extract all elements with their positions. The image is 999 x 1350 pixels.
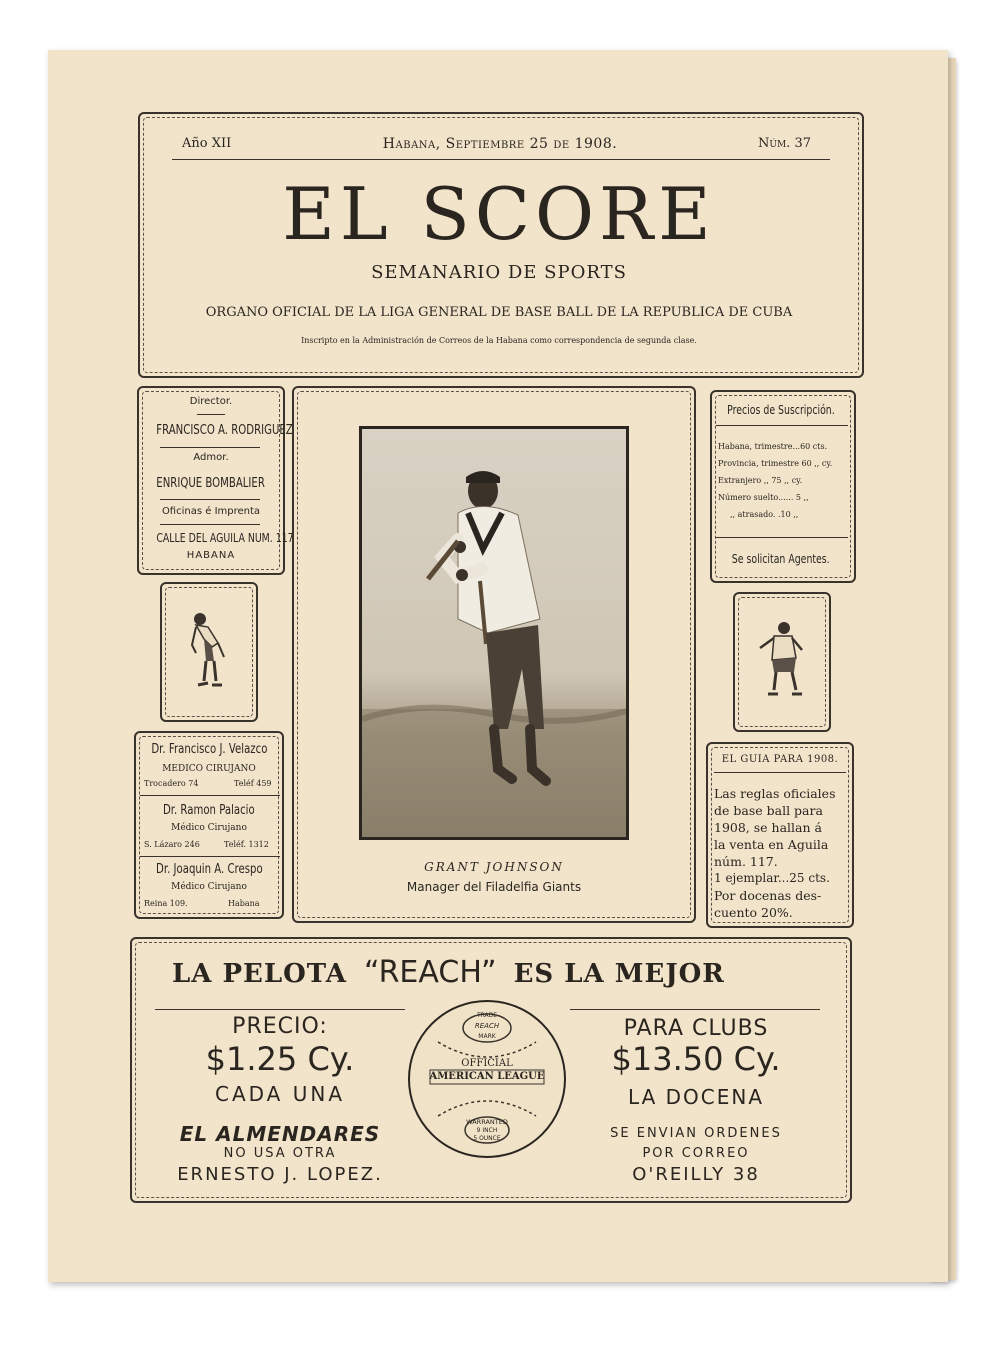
postal-note: Inscripto en la Administración de Correos de la Habana como correspondencia de segunda clase. <box>301 336 697 345</box>
doctor-phone: Teléf 459 <box>234 779 272 788</box>
director-label: Director. <box>189 396 233 407</box>
ball-warranted: WARRANTED <box>466 1118 508 1126</box>
doctor-address: S. Lázaro 246 <box>144 840 200 849</box>
offices-label: Oficinas é Imprenta <box>161 506 261 517</box>
ad-each-label: CADA UNA <box>214 1082 345 1106</box>
ad-headline-part: ES LA MEJOR <box>513 959 725 989</box>
catcher-illustration <box>752 614 812 704</box>
director-name <box>137 423 293 438</box>
ad-price-label: PRECIO: <box>232 1014 328 1039</box>
guide-line: la venta en Aguila <box>714 837 829 852</box>
photo-caption-name: GRANT JOHNSON <box>424 860 564 874</box>
subscription-row: Extranjero ,, 75 ,, cy. <box>718 476 803 485</box>
doctor-title: Médico Cirujano <box>171 882 247 892</box>
ad-headline <box>172 955 812 990</box>
divider <box>160 524 260 525</box>
divider <box>716 537 848 538</box>
subscription-row: Número suelto...... 5 ,, <box>718 493 809 502</box>
doctor-title: Médico Cirujano <box>171 823 247 833</box>
photo-caption-role: Manager del Filadelfia Giants <box>406 880 582 894</box>
divider <box>197 414 225 415</box>
divider <box>570 1009 820 1010</box>
ball-trade: TRADE <box>476 1012 498 1019</box>
subscription-row: Provincia, trimestre 60 ,, cy. <box>718 459 833 468</box>
ad-price-dozen: $13.50 Cy. <box>611 1040 781 1078</box>
guide-line: de base ball para <box>714 803 823 818</box>
issue-number: Núm. 37 <box>758 136 811 151</box>
divider <box>160 499 260 500</box>
director-name-text: FRANCISCO A. RODRIGUEZ <box>156 423 293 438</box>
subtitle: SEMANARIO DE SPORTS <box>371 262 627 283</box>
ad-headline-part: LA PELOTA <box>172 959 347 989</box>
office-address <box>137 531 294 545</box>
ball-official: OFFICIAL <box>461 1058 513 1069</box>
doctor-phone: Habana <box>228 899 260 908</box>
agents-note-text: Se solicitan Agentes. <box>732 552 830 566</box>
doctor-address: Reina 109. <box>144 899 188 908</box>
ad-orders-line-1: SE ENVIAN ORDENES <box>610 1126 782 1141</box>
subscription-row: Habana, trimestre...60 cts. <box>718 442 828 451</box>
ball-league: AMERICAN LEAGUE <box>429 1071 545 1082</box>
ad-price-each: $1.25 Cy. <box>205 1040 355 1078</box>
office-city: HABANA <box>186 550 236 561</box>
subscription-row: ,, atrasado. .10 ,, <box>730 510 799 519</box>
divider <box>140 856 280 857</box>
ad-headline-brand: “REACH” <box>363 955 497 990</box>
guide-line: Las reglas oficiales <box>714 786 836 801</box>
ball-mark: MARK <box>478 1033 496 1040</box>
doctor-name-text: Dr. Ramon Palacio <box>163 803 255 818</box>
masthead-rule <box>172 159 830 160</box>
ad-orders-line-2: POR CORREO <box>642 1146 750 1161</box>
admor-name <box>137 476 285 491</box>
ad-seller: ERNESTO J. LOPEZ. <box>177 1164 383 1185</box>
ad-clubs-label: PARA CLUBS <box>623 1016 769 1041</box>
agents-note <box>706 552 856 566</box>
admor-name-text: ENRIQUE BOMBALIER <box>156 476 266 491</box>
fielder-illustration <box>178 605 238 695</box>
divider <box>160 447 260 448</box>
ad-team: EL ALMENDARES <box>179 1122 381 1146</box>
doctor-name <box>134 803 284 818</box>
guide-line: cuento 20%. <box>714 905 793 920</box>
doctor-address: Trocadero 74 <box>144 779 199 788</box>
doctor-name <box>134 742 284 757</box>
doctor-title: MEDICO CIRUJANO <box>162 764 256 774</box>
year-label: Año XII <box>182 136 232 151</box>
doctor-name <box>134 862 284 877</box>
ball-size: 9 INCH <box>476 1127 498 1134</box>
subscription-heading <box>706 403 856 417</box>
page-title: EL SCORE <box>282 172 716 256</box>
divider <box>714 772 846 773</box>
doctor-name-text: Dr. Francisco J. Velazco <box>150 742 268 757</box>
guide-line: Por docenas des- <box>714 888 822 903</box>
date-line: Habana, Septiembre 25 de 1908. <box>382 136 618 152</box>
subscription-heading-text: Precios de Suscripción. <box>727 403 835 417</box>
divider <box>140 795 280 796</box>
doctor-name-text: Dr. Joaquin A. Crespo <box>155 862 263 877</box>
office-address-text: CALLE DEL AGUILA NUM. 117 <box>156 531 294 545</box>
ad-address: O'REILLY 38 <box>632 1164 760 1185</box>
doctor-phone: Teléf. 1312 <box>224 840 269 849</box>
player-photo <box>359 426 629 840</box>
guide-line: núm. 117. <box>714 854 778 869</box>
organ-line: ORGANO OFICIAL DE LA LIGA GENERAL DE BASE BALL DE LA REPUBLICA DE CUBA <box>205 305 793 320</box>
guide-line: 1908, se hallan á <box>714 820 822 835</box>
guide-heading: EL GUIA PARA 1908. <box>721 754 839 765</box>
ball-reach: REACH <box>474 1022 500 1030</box>
ball-weight: 5 OUNCE <box>473 1135 501 1142</box>
admor-label: Admor. <box>193 452 229 463</box>
ad-dozen-label: LA DOCENA <box>627 1085 765 1109</box>
ad-team-note: NO USA OTRA <box>223 1146 337 1161</box>
divider <box>716 425 848 426</box>
guide-line: 1 ejemplar...25 cts. <box>714 871 830 885</box>
baseball-illustration <box>408 1000 566 1158</box>
divider <box>155 1009 405 1010</box>
